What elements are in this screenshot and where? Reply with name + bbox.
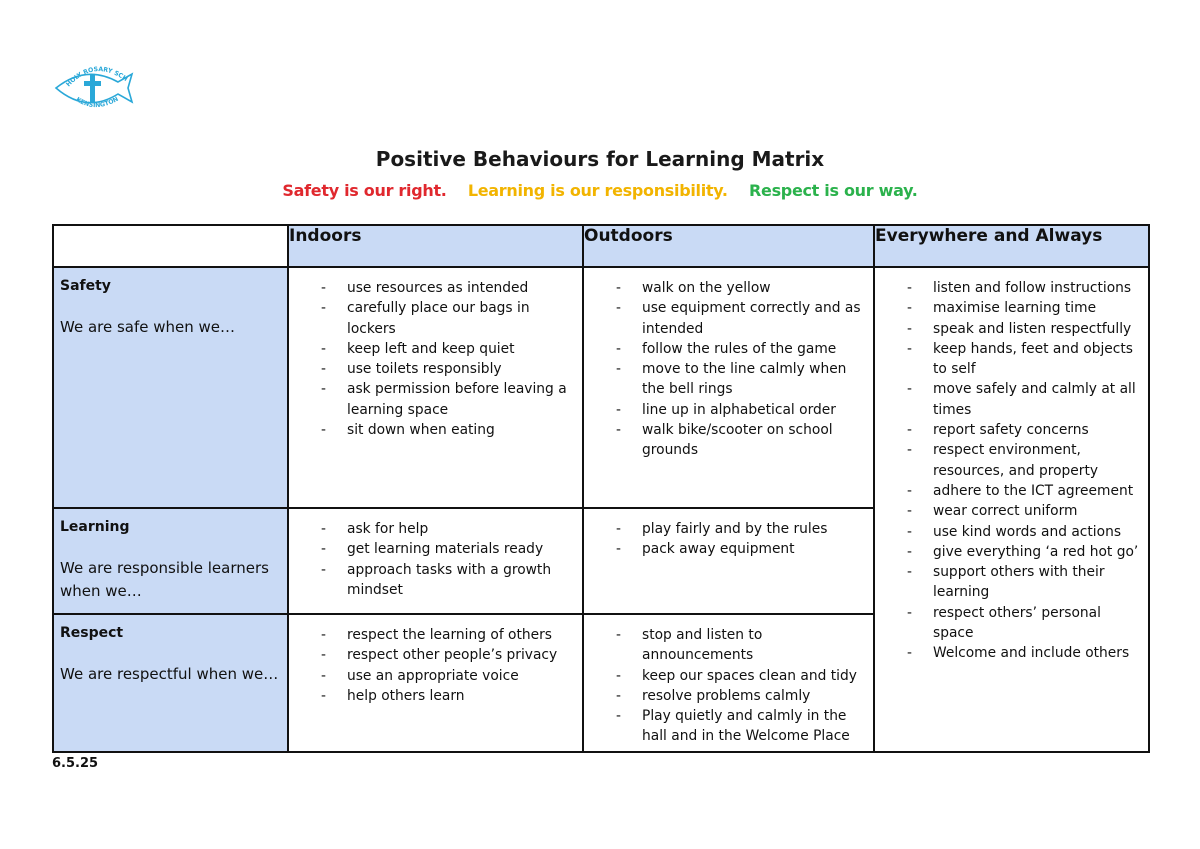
row-title: Respect bbox=[60, 625, 124, 641]
list-item: - get learning materials ready bbox=[289, 539, 574, 559]
list-item: - ask permission before leaving a learning space bbox=[289, 379, 574, 420]
list-item: - approach tasks with a growth mindset bbox=[289, 560, 574, 601]
list-item: - play fairly and by the rules bbox=[584, 519, 865, 539]
cell-learning-outdoors bbox=[583, 508, 874, 614]
table-row-safety bbox=[53, 267, 1149, 508]
row-description: We are safe when we… bbox=[60, 318, 236, 336]
cell-safety-indoors bbox=[288, 267, 583, 508]
list-item: - move to the line calmly when the bell rings bbox=[584, 359, 865, 400]
list-item: - help others learn bbox=[289, 686, 574, 706]
cell-respect-indoors bbox=[288, 614, 583, 752]
column-header-everywhere: Everywhere and Always bbox=[874, 225, 1149, 267]
row-header-learning bbox=[53, 508, 288, 614]
list-item: - stop and listen to announcements bbox=[584, 625, 865, 666]
list-item: - respect the learning of others bbox=[289, 625, 574, 645]
behaviour-matrix-table bbox=[52, 224, 1150, 753]
list-item: - walk bike/scooter on school grounds bbox=[584, 420, 865, 461]
list-item: - carefully place our bags in lockers bbox=[289, 298, 574, 339]
list-item: - walk on the yellow bbox=[584, 278, 865, 298]
svg-text:KENSINGTON: KENSINGTON bbox=[74, 95, 120, 110]
motto-safety: Safety is our right. bbox=[282, 181, 447, 200]
cell-safety-outdoors bbox=[583, 267, 874, 508]
list-item: - use toilets responsibly bbox=[289, 359, 574, 379]
motto-learning: Learning is our responsibility. bbox=[467, 181, 728, 200]
list-item: - give everything ‘a red hot go’ bbox=[875, 542, 1140, 562]
fish-cross-emblem-icon bbox=[52, 60, 134, 116]
list-item: - support others with their learning bbox=[875, 562, 1140, 603]
list-item: - Welcome and include others bbox=[875, 643, 1140, 663]
row-title: Safety bbox=[60, 278, 111, 294]
list-item: - respect others’ personal space bbox=[875, 603, 1140, 644]
svg-text:HOLY ROSARY SCHOOL: HOLY ROSARY SCH bbox=[65, 65, 129, 89]
cell-respect-outdoors bbox=[583, 614, 874, 752]
row-header-respect bbox=[53, 614, 288, 752]
list-item: - keep left and keep quiet bbox=[289, 339, 574, 359]
list-item: - respect other people’s privacy bbox=[289, 645, 574, 665]
list-item: - use resources as intended bbox=[289, 278, 574, 298]
list-item: - keep our spaces clean and tidy bbox=[584, 666, 865, 686]
list-item: - use kind words and actions bbox=[875, 522, 1140, 542]
list-item: - line up in alphabetical order bbox=[584, 400, 865, 420]
list-item: - adhere to the ICT agreement bbox=[875, 481, 1140, 501]
list-item: - ask for help bbox=[289, 519, 574, 539]
row-title: Learning bbox=[60, 519, 130, 535]
list-item: - use an appropriate voice bbox=[289, 666, 574, 686]
document-date: 6.5.25 bbox=[52, 756, 99, 771]
row-header-safety bbox=[53, 267, 288, 508]
list-item: - maximise learning time bbox=[875, 298, 1140, 318]
cell-learning-indoors bbox=[288, 508, 583, 614]
list-item: - move safely and calmly at all times bbox=[875, 379, 1140, 420]
school-logo bbox=[52, 60, 134, 116]
page-title: Positive Behaviours for Learning Matrix bbox=[375, 147, 825, 171]
header-blank-cell bbox=[53, 225, 288, 267]
list-item: - resolve problems calmly bbox=[584, 686, 865, 706]
motto-respect: Respect is our way. bbox=[749, 181, 918, 200]
list-item: - listen and follow instructions bbox=[875, 278, 1140, 298]
list-item: - follow the rules of the game bbox=[584, 339, 865, 359]
list-item: - respect environment, resources, and property bbox=[875, 440, 1140, 481]
list-item: - speak and listen respectfully bbox=[875, 319, 1140, 339]
list-item: - sit down when eating bbox=[289, 420, 574, 440]
cell-everywhere-and-always bbox=[874, 267, 1149, 752]
list-item: - wear correct uniform bbox=[875, 501, 1140, 521]
list-item: - report safety concerns bbox=[875, 420, 1140, 440]
list-item: - Play quietly and calmly in the hall and in the Welcome Place bbox=[584, 706, 865, 747]
column-header-outdoors: Outdoors bbox=[583, 225, 874, 267]
row-description: We are responsible learners when we… bbox=[60, 559, 269, 600]
header-row bbox=[53, 225, 1149, 267]
list-item: - keep hands, feet and objects to self bbox=[875, 339, 1140, 380]
column-header-indoors: Indoors bbox=[288, 225, 583, 267]
school-motto bbox=[0, 181, 1200, 200]
list-item: - use equipment correctly and as intended bbox=[584, 298, 865, 339]
list-item: - pack away equipment bbox=[584, 539, 865, 559]
row-description: We are respectful when we… bbox=[60, 665, 279, 683]
